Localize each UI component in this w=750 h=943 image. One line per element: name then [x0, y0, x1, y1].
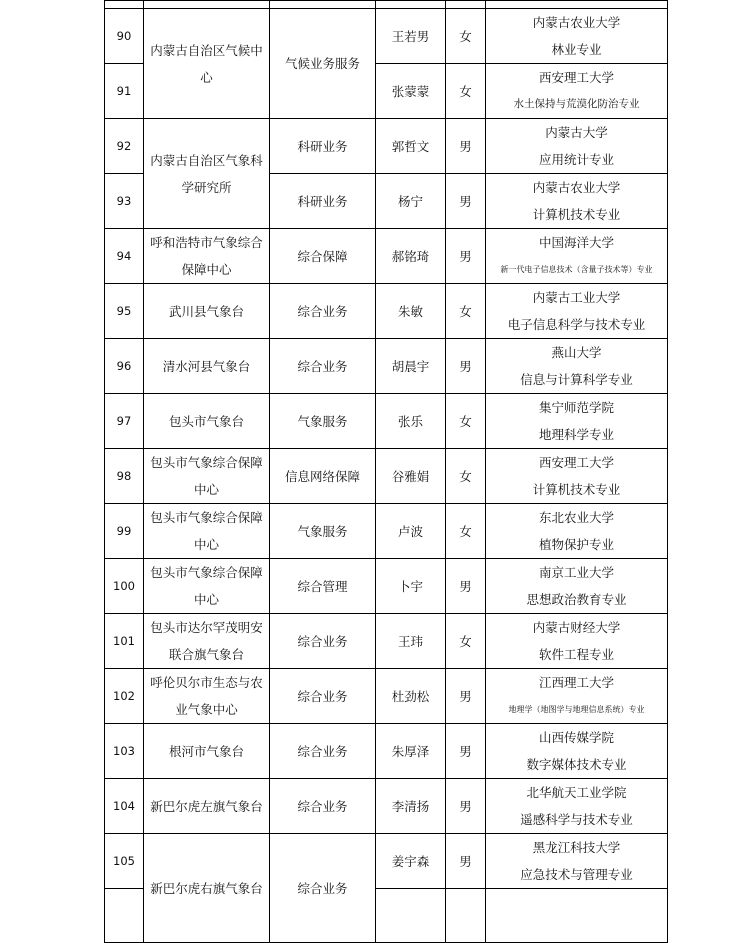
name-cell: 王玮: [376, 614, 446, 669]
school: 西安理工大学: [538, 70, 614, 85]
school: 内蒙古农业大学: [532, 180, 621, 195]
unit-cell: 包头市达尔罕茂明安联合旗气象台: [144, 614, 270, 669]
table-row: [105, 229, 668, 284]
row-number: 103: [105, 724, 144, 779]
table-row: [105, 9, 668, 64]
school-major-cell: [486, 339, 668, 394]
table-row: [105, 834, 668, 889]
row-number: 102: [105, 669, 144, 724]
school-major-cell: [486, 174, 668, 229]
school: 北华航天工业学院: [526, 785, 627, 800]
name-cell: 朱敏: [376, 284, 446, 339]
unit-cell: 武川县气象台: [144, 284, 270, 339]
gender-cell: 女: [446, 504, 486, 559]
name-cell: 卢波: [376, 504, 446, 559]
major: 思想政治教育专业: [526, 592, 627, 607]
row-number: 99: [105, 504, 144, 559]
unit-cell: 内蒙古自治区气象科学研究所: [144, 119, 270, 229]
major: 水土保持与荒漠化防治专业: [513, 98, 640, 110]
table-row: [105, 559, 668, 614]
post-cell: 综合业务: [270, 614, 376, 669]
unit-cell: 包头市气象综合保障中心: [144, 559, 270, 614]
school: 山西传媒学院: [538, 730, 614, 745]
name-cell: 张乐: [376, 394, 446, 449]
post-cell: 综合业务: [270, 724, 376, 779]
gender-cell: 男: [446, 174, 486, 229]
post-cell: 科研业务: [270, 174, 376, 229]
gender-cell: 男: [446, 339, 486, 394]
name-cell: 胡晨宇: [376, 339, 446, 394]
school-major-cell: [486, 394, 668, 449]
major: 数字媒体技术专业: [526, 757, 627, 772]
table-row: [105, 669, 668, 724]
post-cell: 综合保障: [270, 229, 376, 284]
major: 林业专业: [551, 42, 602, 57]
school-major-cell: [486, 284, 668, 339]
school: 内蒙古大学: [545, 125, 608, 140]
school-major-cell: [486, 559, 668, 614]
major: 软件工程专业: [538, 647, 614, 662]
gender-cell: 男: [446, 834, 486, 889]
gender-cell: 女: [446, 614, 486, 669]
gender-cell: 女: [446, 449, 486, 504]
table-row: [105, 779, 668, 834]
row-number: 92: [105, 119, 144, 174]
gender-cell: 男: [446, 119, 486, 174]
table-row: [105, 119, 668, 174]
row-number: 105: [105, 834, 144, 889]
post-cell: 气象服务: [270, 504, 376, 559]
school: 东北农业大学: [538, 510, 614, 525]
school: 黑龙江科技大学: [532, 840, 621, 855]
gender-cell: 男: [446, 779, 486, 834]
school: 集宁师范学院: [538, 400, 614, 415]
major: 地理科学专业: [538, 427, 614, 442]
unit-cell: 包头市气象综合保障中心: [144, 449, 270, 504]
school: 南京工业大学: [538, 565, 614, 580]
name-cell: 郝铭琦: [376, 229, 446, 284]
school-major-cell: [486, 119, 668, 174]
name-cell: 杨宁: [376, 174, 446, 229]
major: 地理学（地图学与地理信息系统）专业: [508, 705, 645, 714]
unit-cell: 内蒙古自治区气候中心: [144, 9, 270, 119]
table-row: [105, 284, 668, 339]
name-cell: 王若男: [376, 9, 446, 64]
unit-cell: 新巴尔虎左旗气象台: [144, 779, 270, 834]
table-row: [105, 614, 668, 669]
school-major-cell: [486, 614, 668, 669]
gender-cell: 男: [446, 724, 486, 779]
post-cell: 综合业务: [270, 834, 376, 943]
post-cell: 科研业务: [270, 119, 376, 174]
row-number: 98: [105, 449, 144, 504]
school-major-cell: [486, 779, 668, 834]
row-number: 96: [105, 339, 144, 394]
name-cell: 姜宇森: [376, 834, 446, 889]
name-cell: 杜劲松: [376, 669, 446, 724]
major: 电子信息科学与技术专业: [507, 317, 646, 332]
school-major-cell: [486, 9, 668, 64]
post-cell: 综合业务: [270, 339, 376, 394]
row-number: 101: [105, 614, 144, 669]
major: 计算机技术专业: [532, 482, 621, 497]
row-number: 93: [105, 174, 144, 229]
name-cell: 朱厚泽: [376, 724, 446, 779]
gender-cell: 男: [446, 559, 486, 614]
school: 燕山大学: [551, 345, 602, 360]
row-number: 95: [105, 284, 144, 339]
unit-cell: 根河市气象台: [144, 724, 270, 779]
gender-cell: 女: [446, 9, 486, 64]
gender-cell: 男: [446, 669, 486, 724]
name-cell: 张蒙蒙: [376, 64, 446, 119]
school: 内蒙古财经大学: [532, 620, 621, 635]
table-row: [105, 449, 668, 504]
unit-cell: 包头市气象综合保障中心: [144, 504, 270, 559]
table-row: [105, 1, 668, 9]
name-cell: 卜宇: [376, 559, 446, 614]
post-cell: 综合业务: [270, 779, 376, 834]
major: 计算机技术专业: [532, 207, 621, 222]
school-major-cell: [486, 504, 668, 559]
major: 遥感科学与技术专业: [520, 812, 633, 827]
school: 内蒙古工业大学: [532, 290, 621, 305]
table-row: [105, 504, 668, 559]
major: 应用统计专业: [538, 152, 614, 167]
table-row: [105, 724, 668, 779]
gender-cell: 女: [446, 394, 486, 449]
school-major-cell: [486, 64, 668, 119]
row-number: 90: [105, 9, 144, 64]
post-cell: 综合业务: [270, 669, 376, 724]
school-major-cell: [486, 834, 668, 889]
school-major-cell: [486, 229, 668, 284]
unit-cell: 包头市气象台: [144, 394, 270, 449]
table-row: [105, 339, 668, 394]
gender-cell: 男: [446, 229, 486, 284]
row-number: 94: [105, 229, 144, 284]
post-cell: 综合管理: [270, 559, 376, 614]
school-major-cell: [486, 669, 668, 724]
unit-cell: 呼伦贝尔市生态与农业气象中心: [144, 669, 270, 724]
post-cell: 信息网络保障: [270, 449, 376, 504]
gender-cell: 女: [446, 284, 486, 339]
row-number: 104: [105, 779, 144, 834]
gender-cell: 女: [446, 64, 486, 119]
school: 西安理工大学: [538, 455, 614, 470]
school-major-cell: [486, 724, 668, 779]
row-number: 91: [105, 64, 144, 119]
unit-cell: 新巴尔虎右旗气象台: [144, 834, 270, 943]
unit-cell: 呼和浩特市气象综合保障中心: [144, 229, 270, 284]
school-major-cell: [486, 449, 668, 504]
personnel-table: [104, 0, 668, 943]
post-cell: 气候业务服务: [270, 9, 376, 119]
name-cell: 李清扬: [376, 779, 446, 834]
name-cell: 谷雅娟: [376, 449, 446, 504]
major: 新一代电子信息技术（含量子技术等）专业: [500, 265, 653, 274]
name-cell: 郭哲文: [376, 119, 446, 174]
school: 江西理工大学: [538, 675, 614, 690]
table-row: [105, 394, 668, 449]
major: 应急技术与管理专业: [520, 867, 633, 882]
school: 内蒙古农业大学: [532, 15, 621, 30]
row-number: 97: [105, 394, 144, 449]
unit-cell: 清水河县气象台: [144, 339, 270, 394]
post-cell: 综合业务: [270, 284, 376, 339]
row-number: 100: [105, 559, 144, 614]
major: 植物保护专业: [538, 537, 614, 552]
school: 中国海洋大学: [538, 235, 614, 250]
post-cell: 气象服务: [270, 394, 376, 449]
major: 信息与计算科学专业: [520, 372, 633, 387]
